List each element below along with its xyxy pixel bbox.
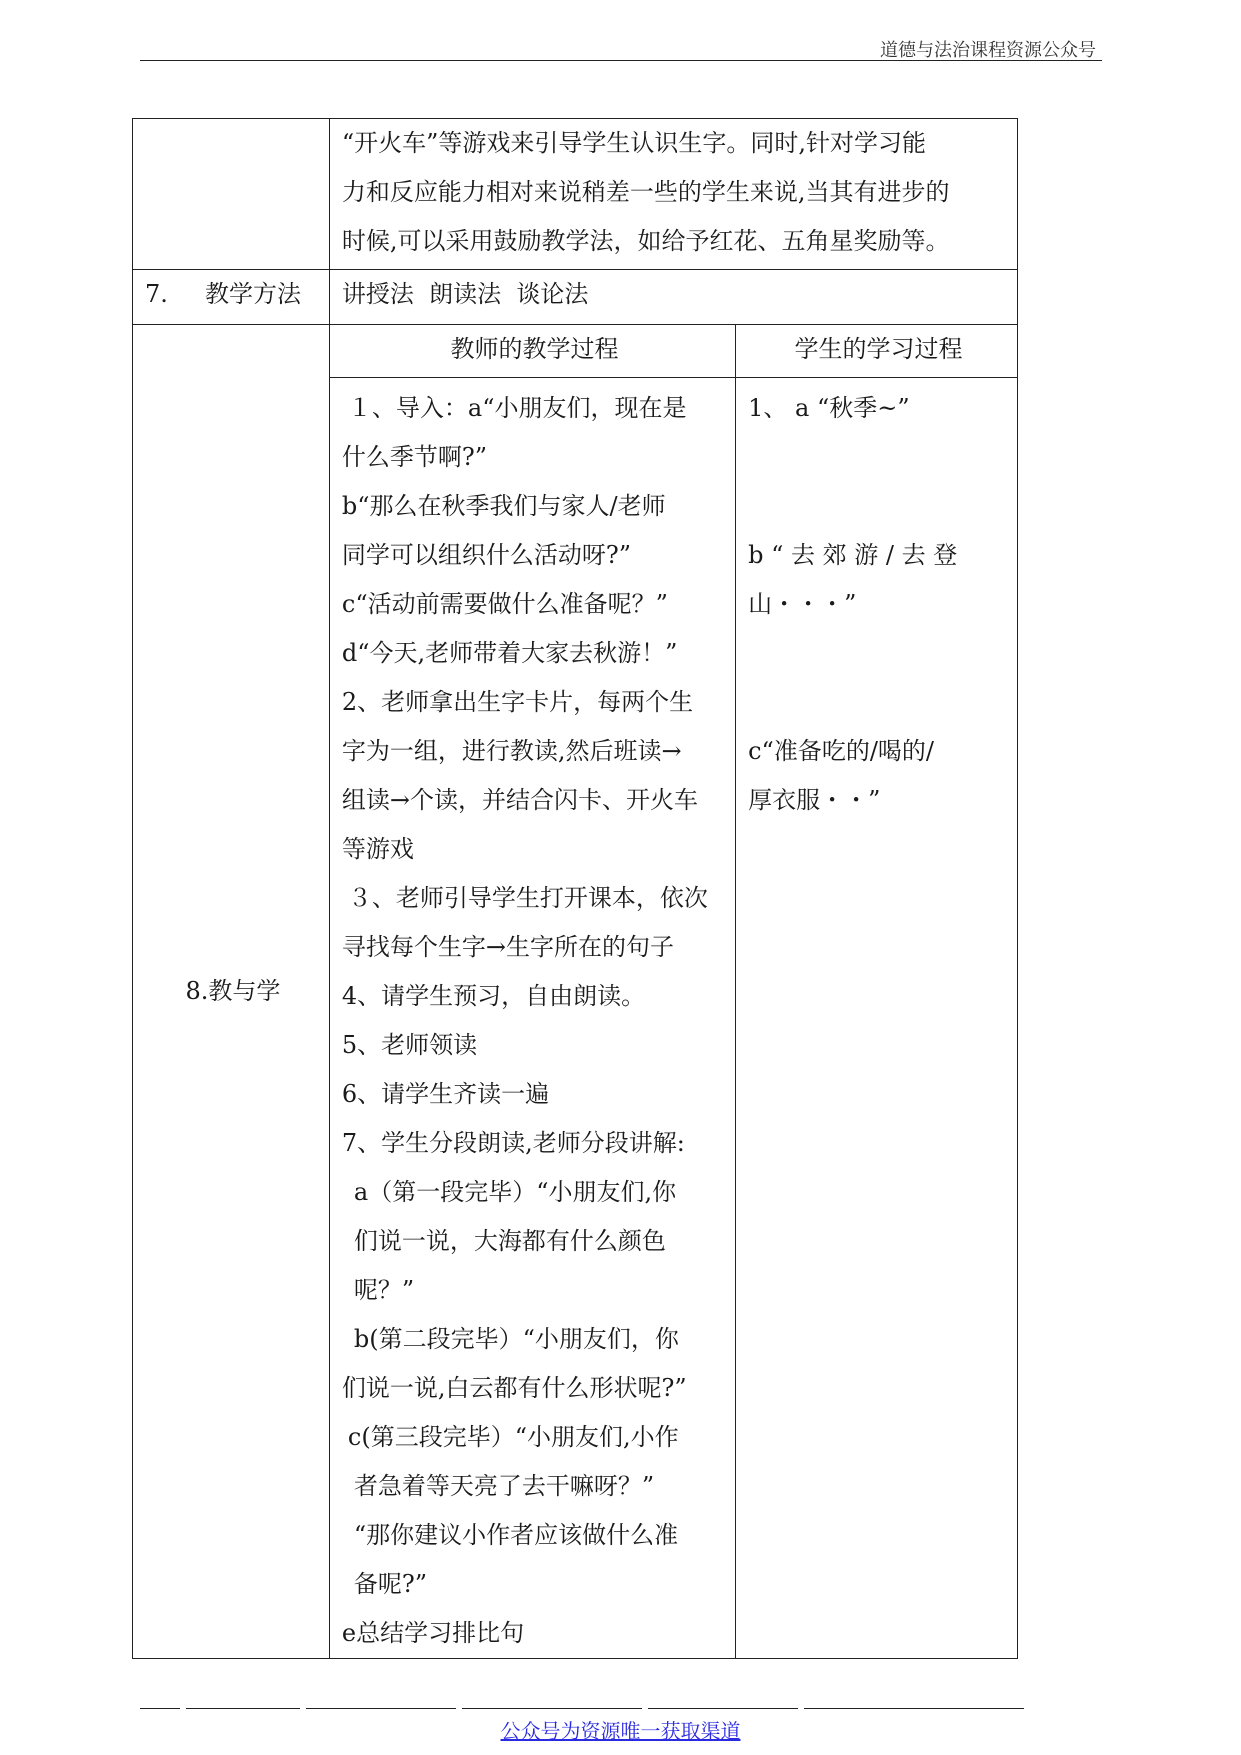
header-divider xyxy=(140,60,1102,61)
teacher-line: d“今天,老师带着大家去秋游！” xyxy=(341,639,678,667)
teacher-line: 组读→个读，并结合闪卡、开火车 xyxy=(341,786,698,814)
teacher-process-cell xyxy=(329,378,735,1659)
teacher-line: c(第三段完毕）“小朋友们,小作 xyxy=(347,1423,679,1451)
continuation-text-cell xyxy=(329,119,1017,270)
method-label-cell xyxy=(133,270,330,325)
footer-source-link[interactable]: 公众号为资源唯一获取渠道 xyxy=(500,1719,741,1743)
teacher-line: a（第一段完毕）“小朋友们,你 xyxy=(353,1178,677,1206)
method-label: 教学方法 xyxy=(205,280,301,308)
student-process-header: 学生的学习过程 xyxy=(736,325,1018,378)
teacher-line: 备呢?” xyxy=(353,1570,428,1598)
teacher-line: 7、学生分段朗读,老师分段讲解: xyxy=(341,1129,685,1157)
student-line-b1: b “ 去 郊 游 / 去 登 xyxy=(748,541,958,569)
teacher-line: 们说一说,白云都有什么形状呢?” xyxy=(341,1374,687,1402)
lesson-plan-table xyxy=(132,118,1018,1659)
teacher-line: b(第二段完毕）“小朋友们，你 xyxy=(353,1325,679,1353)
process-header-row xyxy=(133,325,1018,378)
teacher-process-header: 教师的教学过程 xyxy=(329,325,735,378)
teacher-line: “那你建议小作者应该做什么准 xyxy=(353,1521,679,1549)
teacher-line: ３、老师引导学生打开课本，依次 xyxy=(347,884,708,912)
teacher-line: １、导入：a“小朋友们，现在是 xyxy=(347,394,687,422)
student-process-cell xyxy=(736,378,1018,1659)
teacher-line: b“那么在秋季我们与家人/老师 xyxy=(341,492,666,520)
continuation-label-cell xyxy=(133,119,330,270)
student-spacer xyxy=(748,629,1009,727)
student-spacer xyxy=(748,433,1009,531)
teacher-line: 4、请学生预习，自由朗读。 xyxy=(341,982,646,1010)
student-line-c2: 厚衣服・・” xyxy=(748,786,881,814)
process-label: 8.教与学 xyxy=(185,977,281,1005)
process-label-cell xyxy=(133,325,330,1659)
teacher-line: 等游戏 xyxy=(341,835,414,863)
method-value-cell xyxy=(329,270,1017,325)
teacher-line: 2、老师拿出生字卡片，每两个生 xyxy=(341,688,694,716)
method-number: 7. xyxy=(145,280,168,308)
teacher-line: 5、老师领读 xyxy=(341,1031,478,1059)
teacher-line: 呢？” xyxy=(353,1276,415,1304)
teacher-line: e总结学习排比句 xyxy=(341,1619,525,1647)
teacher-line: 寻找每个生字→生字所在的句子 xyxy=(341,933,674,961)
teacher-line: 者急着等天亮了去干嘛呀？” xyxy=(353,1472,655,1500)
footer-divider xyxy=(0,1708,1241,1712)
student-line-b2: 山・・・” xyxy=(748,590,857,618)
teacher-line: 同学可以组织什么活动呀?” xyxy=(341,541,632,569)
continuation-line: 力和反应能力相对来说稍差一些的学生来说,当其有进步的 xyxy=(341,178,950,206)
teacher-line: 们说一说，大海都有什么颜色 xyxy=(353,1227,666,1255)
teacher-line: 什么季节啊?” xyxy=(341,443,488,471)
continuation-line: 时候,可以采用鼓励教学法，如给予红花、五角星奖励等。 xyxy=(341,227,950,255)
student-line-a: 1、 a “秋季~” xyxy=(748,394,910,422)
header-title: 道德与法治课程资源公众号 xyxy=(880,40,1096,61)
continuation-row xyxy=(133,119,1018,270)
method-row xyxy=(133,270,1018,325)
student-line-c1: c“准备吃的/喝的/ xyxy=(748,737,934,765)
method-value: 讲授法 朗读法 谈论法 xyxy=(341,280,589,308)
teacher-line: 6、请学生齐读一遍 xyxy=(341,1080,550,1108)
teacher-line: 字为一组，进行教读,然后班读→ xyxy=(341,737,682,765)
teacher-line: c“活动前需要做什么准备呢？” xyxy=(341,590,668,618)
continuation-line: “开火车”等游戏来引导学生认识生字。同时,针对学习能 xyxy=(341,129,927,157)
